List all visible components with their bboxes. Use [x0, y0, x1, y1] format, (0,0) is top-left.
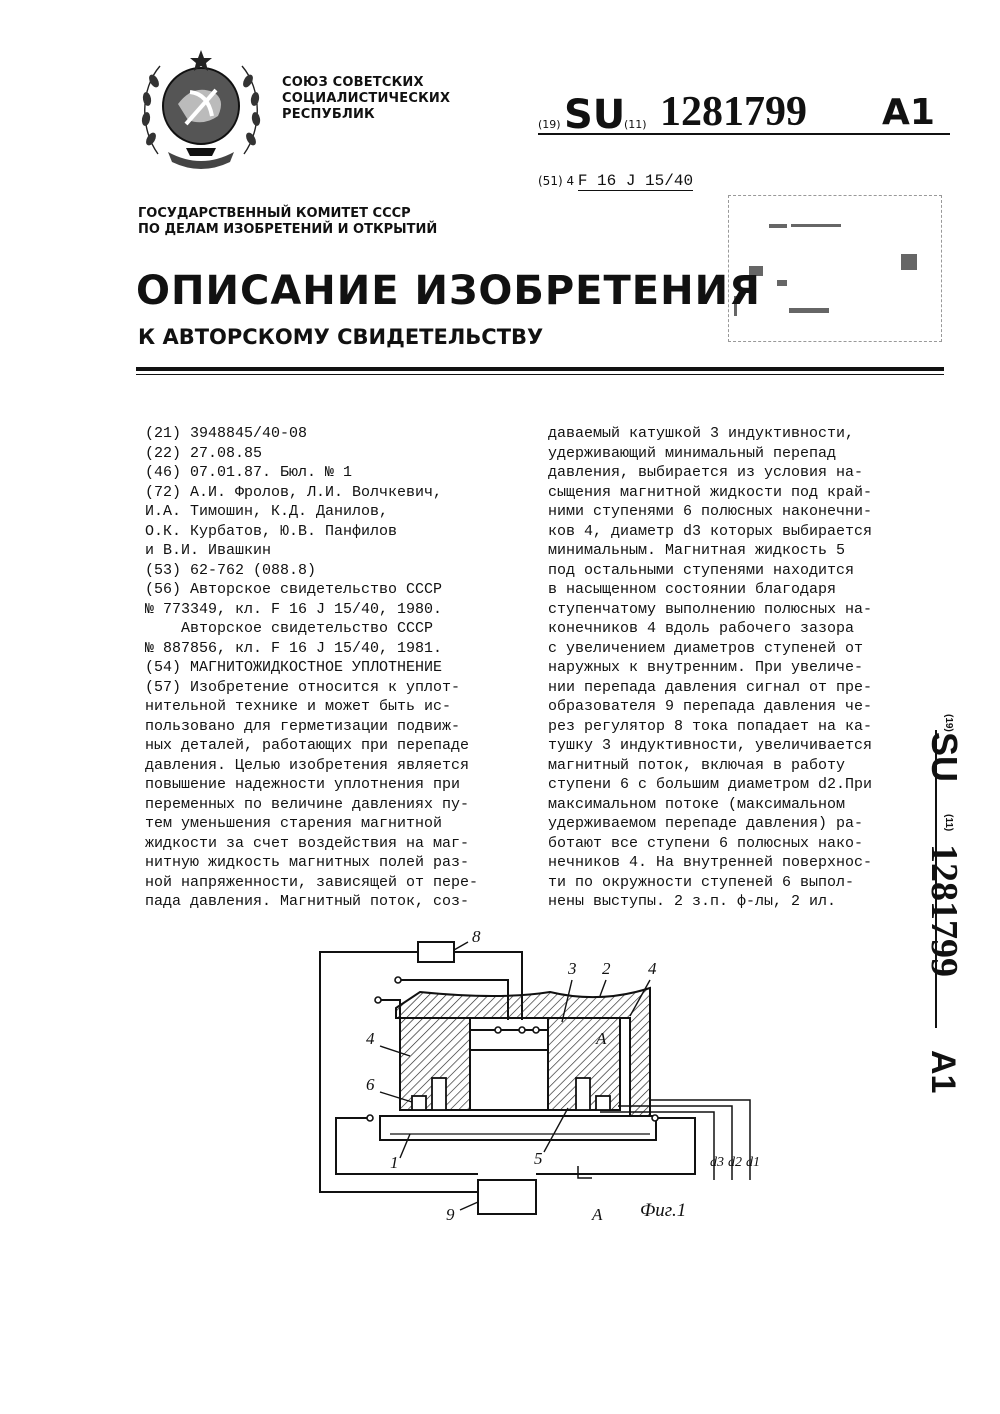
regulator-8-box [418, 942, 454, 962]
country-line: СОЮЗ СОВЕТСКИХ [282, 75, 424, 90]
side-patent-number: 1281799 [923, 844, 965, 977]
text-line: нены выступы. 2 з.п. ф-лы, 2 ил. [548, 893, 837, 910]
text-line: удерживающий минимальный перепад [548, 444, 837, 462]
text-line: И.А. Тимошин, К.Д. Данилов, [145, 503, 389, 520]
kind-code: A1 [882, 92, 935, 133]
text-line: (22) 27.08.85 [145, 444, 263, 462]
label-a-bottom: A [592, 1205, 603, 1224]
text-line: образователя 9 перепада давления че- [548, 698, 873, 715]
text-line: давления, выбирается из условия на- [548, 464, 864, 481]
text-line: в насыщенном состоянии благодаря [548, 581, 837, 598]
text-line: ботают все ступени 6 полюсных нако- [548, 834, 864, 852]
text-line: тем уменьшения старения магнитной [145, 815, 443, 832]
label-d3: d3 [710, 1155, 724, 1170]
label-d1: d1 [746, 1155, 760, 1170]
code-11: (11) [624, 118, 647, 131]
text-line: давления. Целью изобретения является [145, 756, 470, 774]
text-line: нительной технике и может быть ис- [145, 698, 452, 715]
label-6: 6 [366, 1075, 375, 1094]
number-underline [538, 133, 950, 135]
text-line: (21) 3948845/40-08 [145, 425, 308, 442]
document-subtitle: К АВТОРСКОМУ СВИДЕТЕЛЬСТВУ [138, 325, 544, 349]
text-line: жидкости за счет воздействия на маг- [145, 834, 470, 852]
text-line: ступени 6 с большим диаметром d2.При [548, 776, 873, 793]
side-kind-code: A1 [924, 1050, 962, 1094]
text-line: конечников 4 вдоль рабочего зазора [548, 620, 855, 637]
country-line: СОЦИАЛИСТИЧЕСКИХ [282, 91, 451, 106]
text-line: О.К. Курбатов, Ю.В. Панфилов [145, 522, 398, 540]
text-line: (72) А.И. Фролов, Л.И. Волчкевич, [145, 483, 443, 501]
text-line: (53) 62-762 (088.8) [145, 561, 317, 579]
text-line: (46) 07.01.87. Бюл. № 1 [145, 464, 353, 481]
text-line: нечников 4. На внутренней поверхнос- [548, 854, 873, 871]
text-line: и В.И. Ивашкин [145, 542, 272, 559]
text-line: ти по окружности ступеней 6 выпол- [548, 873, 855, 891]
committee-line: ПО ДЕЛАМ ИЗОБРЕТЕНИЙ И ОТКРЫТИЙ [138, 222, 438, 237]
country-code: SU [564, 92, 626, 138]
side-code-19: (19) [943, 714, 954, 732]
text-line: рез регулятор 8 тока попадает на ка- [548, 717, 873, 735]
text-line: ступенчатому выполнению полюсных на- [548, 600, 873, 618]
ipc-line [538, 172, 693, 190]
side-code-11: (11) [943, 814, 954, 832]
header-rule-thick [136, 367, 944, 371]
code-51: (51) 4 [538, 174, 575, 188]
text-line: (57) Изобретение относится к уплот- [145, 678, 461, 696]
ipc-class: F 16 J 15/40 [577, 172, 694, 190]
converter-9-box [478, 1180, 536, 1214]
label-5: 5 [534, 1149, 543, 1168]
text-line: ных деталей, работающих при перепаде [145, 737, 470, 754]
text-line: ной напряженности, зависящей от пере- [145, 873, 479, 891]
label-d2: d2 [728, 1155, 742, 1170]
label-3: 3 [568, 959, 577, 978]
figure-caption: Фиг.1 [640, 1200, 687, 1221]
right-column [548, 424, 912, 912]
committee [138, 206, 437, 238]
text-line: № 773349, кл. F 16 J 15/40, 1980. [145, 600, 443, 618]
side-country-code: SU [924, 732, 965, 783]
ussr-emblem-icon [138, 44, 264, 176]
text-line: минимальным. Магнитная жидкость 5 [548, 542, 846, 559]
figure-1-diagram [300, 920, 780, 1225]
text-line: повышение надежности уплотнения при [145, 776, 461, 793]
left-column [145, 424, 525, 912]
text-line: под остальными ступенями находится [548, 561, 855, 579]
label-4-right: 4 [648, 959, 657, 978]
label-9: 9 [446, 1205, 455, 1224]
side-publication-mark [918, 708, 978, 1128]
text-line: № 887856, кл. F 16 J 15/40, 1981. [145, 639, 443, 657]
text-line: ними ступенями 6 полюсных наконечни- [548, 503, 873, 520]
text-line: (54) МАГНИТОЖИДКОСТНОЕ УПЛОТНЕНИЕ [145, 659, 443, 676]
document-title: ОПИСАНИЕ ИЗОБРЕТЕНИЯ [136, 268, 761, 314]
label-1: 1 [390, 1153, 399, 1172]
text-line: магнитный поток, включая в работу [548, 756, 846, 774]
label-a-top: A [596, 1029, 607, 1048]
label-4-left: 4 [366, 1029, 375, 1048]
text-line: тушку 3 индуктивности, увеличивается [548, 737, 873, 754]
text-line: максимальном потоке (максимальном [548, 795, 846, 813]
committee-line: ГОСУДАРСТВЕННЫЙ КОМИТЕТ СССР [138, 206, 411, 221]
header-rule-thin [136, 374, 944, 375]
code-19: (19) [538, 118, 561, 131]
text-line: (56) Авторское свидетельство СССР [145, 581, 443, 598]
country-line: РЕСПУБЛИК [282, 107, 375, 122]
text-line: даваемый катушкой 3 индуктивности, [548, 425, 855, 442]
text-line: нитную жидкость магнитных полей раз- [145, 854, 470, 871]
publication-number [538, 88, 950, 138]
text-line: ков 4, диаметр d3 которых выбирается [548, 522, 873, 540]
text-line: наружных к внутренним. При увеличе- [548, 659, 864, 676]
text-line: пада давления. Магнитный поток, соз- [145, 893, 470, 910]
patent-number: 1281799 [660, 89, 807, 135]
country-name [282, 75, 450, 123]
text-line: удерживаемом перепаде давления) ра- [548, 815, 864, 832]
text-line: Авторское свидетельство СССР [145, 620, 434, 637]
label-2: 2 [602, 959, 611, 978]
text-line: сыщения магнитной жидкости под край- [548, 483, 873, 501]
text-line: нии перепада давления сигнал от пре- [548, 678, 873, 696]
label-8: 8 [472, 927, 481, 946]
text-line: переменных по величине давлениях пу- [145, 795, 470, 813]
text-line: пользовано для герметизации подвиж- [145, 717, 461, 735]
text-line: с увеличением диаметров ступеней от [548, 639, 864, 657]
